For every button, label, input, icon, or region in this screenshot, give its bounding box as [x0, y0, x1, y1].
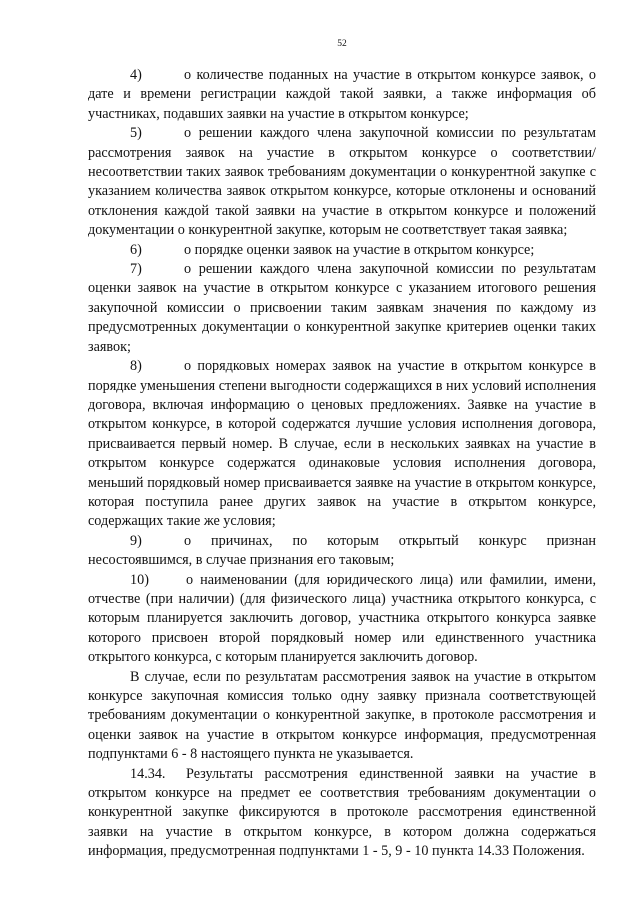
list-item-7 [88, 260, 596, 357]
page-number: 52 [337, 39, 347, 49]
list-item-5 [88, 124, 596, 240]
list-item-10 [88, 571, 596, 668]
list-item-text: о порядковых номерах заявок на участие в открытом конкурсе в порядке уменьшения степени выгодности содержащихся в них условий исполнения договора, включая информацию о ценовых предложениях. Заявке на участие в открытом конкурсе, в которой содержатся лучшие условия исполнения договора, присваивается первый номер. В случае, если в нескольких заявках на участие в открытом конкурсе содержатся одинаковые условия исполнения договора, меньший порядковый номер присваивается заявке на участие в открытом конкурсе, которая поступила ранее других заявок на участие в открытом конкурсе, содержащих такие же условия; [88, 358, 596, 530]
list-item-number: 7) [130, 261, 142, 278]
clause-number: 14.34. [130, 765, 166, 782]
list-item-9 [88, 532, 596, 571]
list-item-number: 5) [130, 125, 142, 142]
list-item-text: о количестве поданных на участие в открытом конкурсе заявок, о дате и времени регистрации каждой такой заявки, а также информация об участниках, подавших заявки на участие в открытом конкурсе; [88, 67, 596, 122]
list-item-number: 10) [130, 571, 149, 588]
list-item-8 [88, 357, 596, 532]
list-item-4 [88, 66, 596, 124]
clause-text: Результаты рассмотрения единственной заявки на участие в открытом конкурсе на предмет ее соответствия требованиям документации о конкурентной закупке фиксируются в протоколе рассмотрения единственной заявки на участие в открытом конкурсе, в котором должна содержаться информация, предусмотренная подпунктами 1 - 5, 9 - 10 пункта 14.33 Положения. [88, 765, 596, 860]
paragraph-single-application-case: В случае, если по результатам рассмотрения заявок на участие в открытом конкурсе закупочная комиссия только одну заявку признала соответствующей требованиям документации о конкурентной закупке, в протоколе рассмотрения и оценки заявок на участие в открытом конкурсе информация, предусмотренная подпунктами 6 - 8 настоящего пункта не указывается. [88, 668, 596, 763]
list-item-text: о порядке оценки заявок на участие в открытом конкурсе; [184, 241, 535, 258]
clause-14-34 [88, 765, 596, 862]
list-item-number: 9) [130, 532, 142, 549]
list-item-text: о решении каждого члена закупочной комиссии по результатам оценки заявок на участие в открытом конкурсе с указанием итогового решения закупочной комиссии о присвоении таким заявкам значения по каждому из предусмотренных документации о конкурентной закупке критериев оценки таких заявок; [88, 261, 596, 355]
list-item-6 [88, 241, 596, 260]
list-item-number: 6) [130, 241, 142, 258]
list-item-text: о наименовании (для юридического лица) или фамилии, имени, отчестве (при наличии) (для физического лица) участника открытого конкурса, с которым планируется заключить договор, участника открытого конкурса заявке которого присвоен второй порядковый номер или единственного участника открытого конкурса, с которым планируется заключить договор. [88, 571, 596, 666]
list-item-text: о решении каждого члена закупочной комиссии по результатам рассмотрения заявок на участие в открытом конкурсе о соответствии/несоответствии таких заявок требованиям документации о конкурентной закупке с указанием количества заявок открытом конкурсе, которые отклонены и оснований отклонения каждой такой заявки на участие в открытом конкурсе и положений документации о конкурентной закупке, которым не соответствует такая заявка; [88, 125, 596, 239]
list-item-number: 8) [130, 358, 142, 375]
list-item-number: 4) [130, 67, 142, 83]
list-item-text: о причинах, по которым открытый конкурс признан несостоявшимся, в случае признания его таковым; [88, 532, 596, 569]
